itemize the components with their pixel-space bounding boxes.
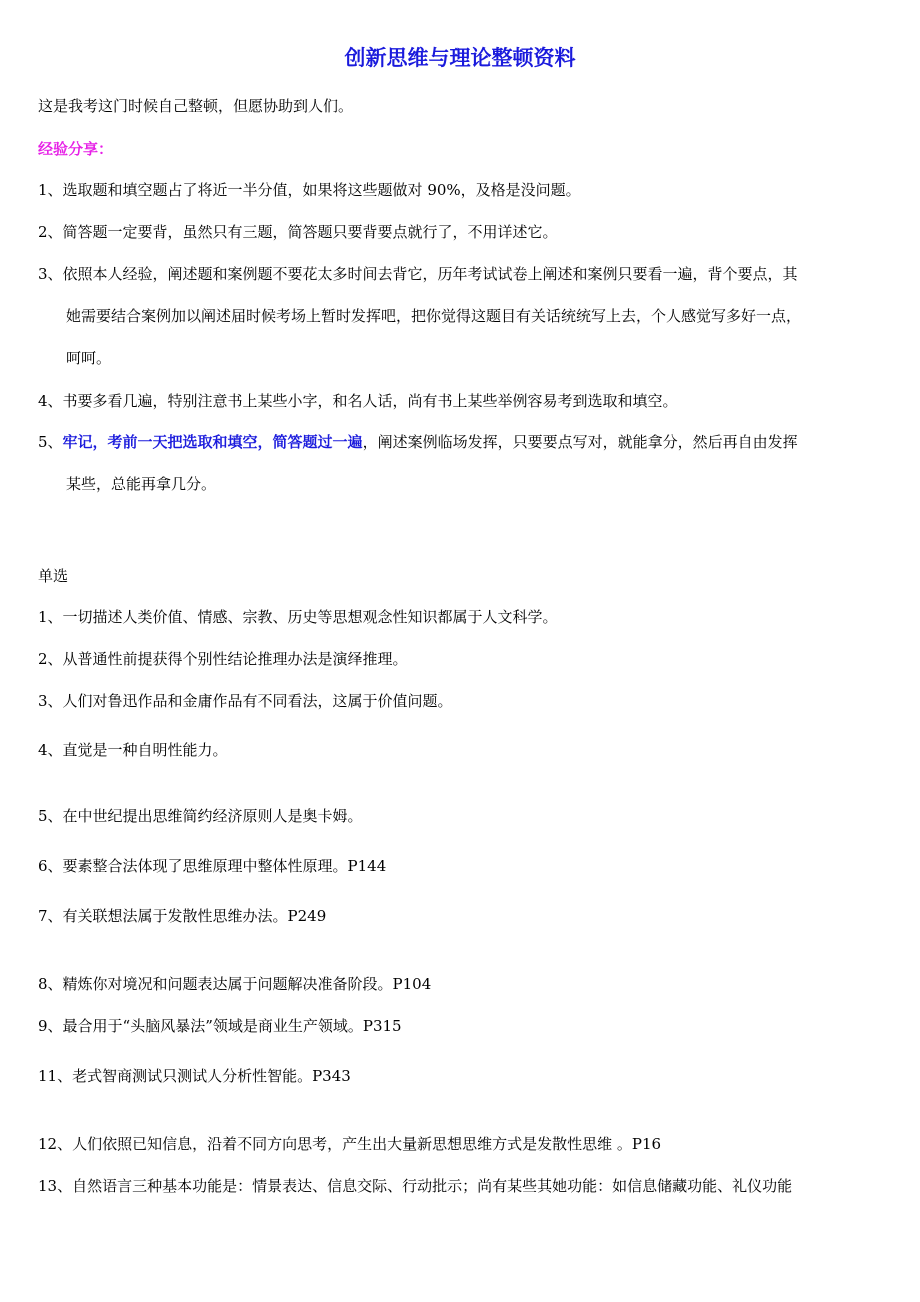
tip-5-number: 5、 xyxy=(38,433,63,451)
tip-1: 1、选取题和填空题占了将近一半分值，如果将这些题做对 90%，及格是没问题。 xyxy=(38,181,581,199)
tip-5-line-1 xyxy=(38,432,798,452)
tip-5-line-2: 某些，总能再拿几分。 xyxy=(66,475,217,493)
item-13: 13、自然语言三种基本功能是：情景表达、信息交际、行动批示；尚有某些其她功能：如信息储藏功能、礼仪功能 xyxy=(38,1177,793,1195)
single-choice-label: 单选 xyxy=(38,567,69,585)
tip-4: 4、书要多看几遍，特别注意书上某些小字，和名人话，尚有书上某些举例容易考到选取和填空。 xyxy=(38,392,678,410)
document-title: 创新思维与理论整顿资料 xyxy=(344,45,576,70)
tip-3-line-1: 3、依照本人经验，阐述题和案例题不要花太多时间去背它，历年考试试卷上阐述和案例只要看一遍，背个要点，其 xyxy=(38,265,798,283)
item-3: 3、人们对鲁迅作品和金庸作品有不同看法，这属于价值问题。 xyxy=(38,692,453,710)
intro-text: 这是我考这门时候自己整顿，但愿协助到人们。 xyxy=(38,97,354,115)
item-7: 7、有关联想法属于发散性思维办法。P249 xyxy=(38,907,327,925)
item-1: 1、一切描述人类价值、情感、宗教、历史等思想观念性知识都属于人文科学。 xyxy=(38,608,558,626)
item-4: 4、直觉是一种自明性能力。 xyxy=(38,741,228,759)
tip-5-rest: ，阐述案例临场发挥，只要要点写对，就能拿分，然后再自由发挥 xyxy=(362,433,798,451)
item-2: 2、从普通性前提获得个别性结论推理办法是演绎推理。 xyxy=(38,650,408,668)
tip-3-line-2: 她需要结合案例加以阐述届时候考场上暂时发挥吧，把你觉得这题目有关话统统写上去，个人感觉写多好一点， xyxy=(66,307,802,325)
item-5: 5、在中世纪提出思维简约经济原则人是奥卡姆。 xyxy=(38,807,363,825)
item-8: 8、精炼你对境况和问题表达属于问题解决准备阶段。P104 xyxy=(38,975,432,993)
item-11: 11、老式智商测试只测试人分析性智能。P343 xyxy=(38,1067,351,1085)
item-12: 12、人们依照已知信息，沿着不同方向思考，产生出大量新思想思维方式是发散性思维 。P16 xyxy=(38,1135,662,1153)
tip-2: 2、简答题一定要背，虽然只有三题，简答题只要背要点就行了，不用详述它。 xyxy=(38,223,558,241)
tip-3-line-3: 呵呵。 xyxy=(66,349,112,367)
item-6: 6、要素整合法体现了思维原理中整体性原理。P144 xyxy=(38,857,387,875)
experience-section-label: 经验分享： xyxy=(38,140,114,158)
item-9: 9、最合用于“头脑风暴法”领域是商业生产领域。P315 xyxy=(38,1017,402,1035)
tip-5-highlight: 牢记，考前一天把选取和填空，简答题过一遍 xyxy=(62,433,363,451)
